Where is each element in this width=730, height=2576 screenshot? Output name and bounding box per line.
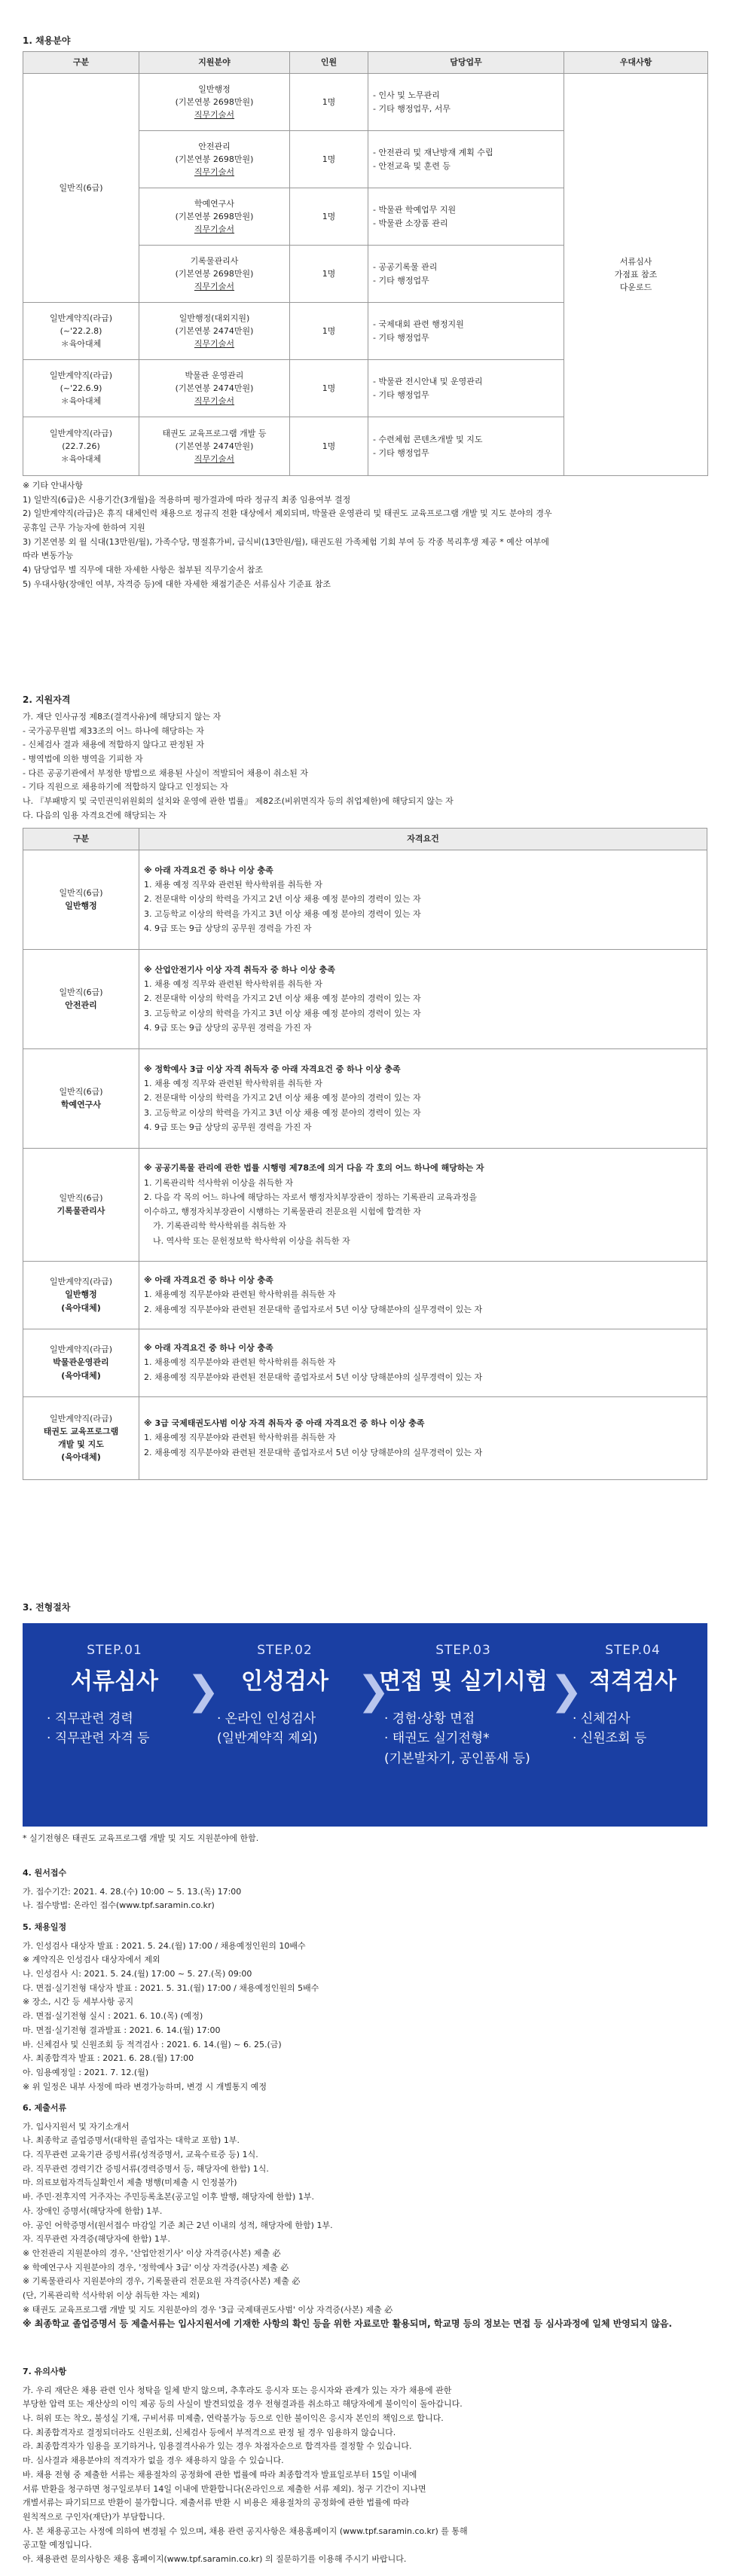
list-item: 다. 직무관련 교육기관 증빙서류(성적증명서, 교육수료증 등) 1식. — [23, 2150, 258, 2160]
field-note: (육아대체) — [61, 1302, 101, 1313]
list-item: 바. 신체검사 및 신원조회 등 적격검사 : 2021. 6. 14.(월) ~ 6. 25.(금) — [23, 2039, 282, 2050]
requirement-item: 2. 전문대학 이상의 학력을 가지고 2년 이상 채용 예정 분야의 경력이 있는 자 — [144, 993, 421, 1004]
requirement-item: 2. 다음 각 목의 어느 하나에 해당하는 자로서 행정자치부장관이 정하는 기록관리 교육과정을 — [144, 1192, 478, 1202]
duties-cell — [368, 131, 564, 188]
field-label: 일반행정 — [65, 901, 97, 911]
field-label: 일반행정 — [65, 1290, 97, 1300]
list-item: 개별서류는 파기되므로 반환이 불가합니다. 제출서류 반환 시 비용은 채용절차의 공정화에 관한 법률에 따라 — [23, 2498, 409, 2508]
salary: (기본연봉 2698만원) — [175, 211, 254, 221]
note-line: 4) 담당업무 별 직무에 대한 자세한 사항은 첨부된 직무기술서 참조 — [23, 565, 264, 575]
field-name: 안전관리 — [198, 141, 231, 151]
list-item: 아. 채용관련 문의사항은 채용 홈페이지(www.tpf.saramin.co.kr) 의 질문하기를 이용해 주시기 바랍니다. — [23, 2553, 407, 2564]
step-label: STEP.04 — [605, 1643, 661, 1658]
field-label: 박물관운영관리 — [53, 1357, 109, 1368]
category-cell — [23, 949, 139, 1048]
category-note: ＊육아대체 — [60, 396, 102, 407]
list-item: ※ 위 일정은 내부 사정에 따라 변경가능하며, 변경 시 개별통지 예정 — [23, 2081, 267, 2092]
list-item: 공고할 예정입니다. — [23, 2540, 93, 2550]
duties-cell — [368, 74, 564, 131]
category-cell — [23, 1048, 139, 1148]
header-category: 구분 — [23, 828, 139, 850]
table-row — [23, 1048, 707, 1148]
list-item: 마. 의료보험자격득실확인서 제출 병행(미제출 시 인정불가) — [23, 2178, 237, 2188]
requirement-head: ※ 산업안전기사 이상 자격 취득자 중 하나 이상 충족 — [144, 964, 335, 975]
category-cell — [23, 1261, 139, 1329]
salary: (기본연봉 2474만원) — [175, 383, 254, 393]
list-item: 아. 임용예정일 : 2021. 7. 12.(월) — [23, 2067, 149, 2077]
category-label: 일반직(6급) — [59, 182, 103, 193]
list-item: - 병역법에 의한 병역을 기피한 자 — [23, 754, 143, 765]
field-label: 개발 및 지도 — [58, 1439, 104, 1449]
requirement-item: 2. 채용예정 직무분야와 관련된 전문대학 졸업자로서 5년 이상 당해분야의 실무경력이 있는 자 — [144, 1372, 483, 1382]
requirement-item: 1. 채용예정 직무분야와 관련된 학사학위를 취득한 자 — [144, 1290, 336, 1300]
list-item: 나. 최종학교 졸업증명서(대학원 졸업자는 대학교 포함) 1부. — [23, 2135, 240, 2146]
requirement-cell — [139, 850, 707, 949]
note-line: * 실기전형은 태권도 교육프로그램 개발 및 지도 지원분야에 한함. — [23, 1833, 259, 1843]
duty-item: - 기타 행정업무 — [373, 447, 429, 458]
field-name: 박물관 운영관리 — [185, 370, 244, 380]
table-row — [23, 1261, 707, 1329]
category-label: 일반직(6급) — [59, 1192, 103, 1203]
note-line: 3) 기본연봉 외 월 식대(13만원/월), 가족수당, 명절휴가비, 급식비(13만원/월), 태권도원 가족체험 기회 부여 등 각종 복리후생 제공 * 예산 여부에 — [23, 536, 549, 547]
category-period: (~'22.6.9) — [60, 383, 102, 393]
important-note: ※ 최종학교 졸업증명서 등 제출서류는 입사지원서에 기재한 사항의 확인 등을 위한 자료로만 활용되며, 학교명 등의 정보는 면접 등 심사과정에 일체 반영되지 않음. — [23, 2318, 673, 2330]
requirement-item: 2. 전문대학 이상의 학력을 가지고 2년 이상 채용 예정 분야의 경력이 있는 자 — [144, 894, 421, 905]
note-line: ※ 기타 안내사항 — [23, 481, 83, 490]
duty-item: - 박물관 전시안내 및 운영관리 — [373, 377, 483, 387]
section-title: 4. 원서접수 — [23, 1868, 67, 1878]
duty-item: - 안전관리 및 재난방재 계획 수립 — [373, 148, 493, 158]
note-line: 5) 우대사항(장애인 여부, 자격증 등)에 대한 자세한 채점기준은 서류심사 기준표 참조 — [23, 578, 331, 589]
step-detail: · 태권도 실기전형* — [384, 1731, 490, 1747]
table-row — [23, 949, 707, 1048]
requirement-head: ※ 아래 자격요건 중 하나 이상 충족 — [144, 865, 273, 875]
chevron-right-icon: ❯ — [357, 1668, 390, 1714]
duty-item: - 기타 행정업무 — [373, 275, 429, 285]
job-description-link[interactable]: 직무기술서 — [194, 224, 235, 235]
list-item: 라. 면접·실기전형 실시 : 2021. 6. 10.(목) (예정) — [23, 2011, 203, 2022]
requirement-cell — [139, 1396, 707, 1479]
step-detail: · 신원조회 등 — [573, 1731, 647, 1747]
section-title: 2. 지원자격 — [23, 694, 71, 705]
requirement-item: 2. 채용예정 직무분야와 관련된 전문대학 졸업자로서 5년 이상 당해분야의 실무경력이 있는 자 — [144, 1447, 483, 1457]
job-description-link[interactable]: 직무기술서 — [194, 167, 235, 178]
headcount: 1명 — [290, 188, 368, 246]
field-cell — [139, 74, 290, 131]
category-note: ＊육아대체 — [60, 339, 102, 349]
requirement-item: 1. 채용 예정 직무와 관련된 학사학위를 취득한 자 — [144, 979, 322, 990]
duty-item: - 공공기록물 관리 — [373, 262, 438, 273]
requirement-head: ※ 아래 자격요건 중 하나 이상 충족 — [144, 1275, 273, 1286]
category-label: 일반계약직(라급) — [50, 313, 112, 323]
requirement-item: 1. 기록관리학 석사학위 이상을 취득한 자 — [144, 1177, 293, 1188]
requirement-item: 3. 고등학교 이상의 학력을 가지고 3년 이상 채용 예정 분야의 경력이 있는 자 — [144, 908, 421, 919]
duty-item: - 박물관 소장품 관리 — [373, 218, 448, 228]
table-row — [23, 74, 708, 131]
section-selection-process — [23, 1601, 707, 1618]
list-item: 나. 허위 또는 착오, 불성실 기재, 구비서류 미제출, 연락불가능 등으로 인한 불이익은 응시자 본인의 책임으로 합니다. — [23, 2413, 444, 2424]
duty-item: - 기타 행정업무, 서무 — [373, 103, 451, 114]
chevron-right-icon: ❯ — [550, 1668, 583, 1714]
step-detail: (일반계약직 제외) — [217, 1731, 318, 1747]
list-item: 사. 최종합격자 발표 : 2021. 6. 28.(월) 17:00 — [23, 2053, 194, 2064]
category-label: 일반계약직(라급) — [50, 1277, 112, 1287]
field-cell — [139, 303, 290, 360]
requirement-item: 1. 채용 예정 직무와 관련된 학사학위를 취득한 자 — [144, 880, 322, 890]
header-field: 지원분야 — [139, 52, 290, 74]
requirement-cell — [139, 949, 707, 1048]
requirement-cell — [139, 1329, 707, 1396]
list-item: 가. 우리 재단은 채용 관련 인사 청탁을 일체 받지 않으며, 추후라도 응시자 또는 응시자와 관계가 있는 자가 채용에 관한 — [23, 2385, 452, 2395]
list-item: 가. 인성검사 대상자 발표 : 2021. 5. 24.(월) 17:00 / 채용예정인원의 10배수 — [23, 1940, 306, 1951]
category-cell — [23, 1329, 139, 1396]
job-description-link[interactable]: 직무기술서 — [194, 454, 235, 465]
category-label: 일반계약직(라급) — [50, 428, 112, 438]
list-item: 자. 직무관련 자격증(해당자에 한함) 1부. — [23, 2234, 170, 2245]
table-header-row — [23, 828, 707, 850]
list-item: 사. 본 채용공고는 사정에 의하여 변경될 수 있으며, 채용 관련 공지사항은 채용홈페이지 (www.tpf.saramin.co.kr) 를 통해 — [23, 2526, 468, 2536]
field-cell — [139, 360, 290, 417]
list-item: 사. 장애인 증명서(해당자에 한함) 1부. — [23, 2205, 163, 2216]
step-label: STEP.01 — [87, 1643, 142, 1658]
requirement-item: 나. 역사학 또는 문헌정보학 학사학위 이상을 취득한 자 — [153, 1235, 350, 1246]
list-item: 마. 심사결과 채용분야의 적격자가 없을 경우 채용하지 않을 수 있습니다. — [23, 2455, 284, 2466]
list-item: 다. 최종합격자로 결정되더라도 신원조회, 신체검사 등에서 부적격으로 판정 될 경우 임용하지 않습니다. — [23, 2427, 396, 2437]
headcount: 1명 — [290, 246, 368, 303]
field-name: 일반행정 — [198, 84, 231, 94]
header-requirements: 자격요건 — [139, 828, 707, 850]
step-4 — [565, 1643, 701, 1749]
list-item: 원칙적으로 구인자(재단)가 부담합니다. — [23, 2511, 166, 2522]
field-note: (육아대체) — [61, 1452, 101, 1463]
list-item: 다. 다음의 임용 자격요건에 해당되는 자 — [23, 810, 166, 820]
requirement-item: 3. 고등학교 이상의 학력을 가지고 3년 이상 채용 예정 분야의 경력이 있는 자 — [144, 1107, 421, 1118]
list-item: 아. 공인 어학증명서(원서접수 마감일 기준 최근 2년 이내의 성적, 해당자에 한함) 1부. — [23, 2220, 333, 2230]
category-label: 일반직(6급) — [59, 1086, 103, 1097]
headcount: 1명 — [290, 74, 368, 131]
salary: (기본연봉 2698만원) — [175, 268, 254, 279]
list-item: ※ 계약직은 인성검사 대상자에서 제외 — [23, 1955, 160, 1965]
salary: (기본연봉 2474만원) — [175, 441, 254, 451]
step-detail: · 직무관련 자격 등 — [47, 1731, 150, 1747]
step-name: 면접 및 실기시험 — [379, 1668, 548, 1695]
section-recruit-fields — [23, 34, 707, 592]
duties-cell — [368, 360, 564, 417]
preference-text: 가점표 참조 — [614, 269, 658, 279]
requirement-item: 4. 9급 또는 9급 상당의 공무원 경력을 가진 자 — [144, 1122, 312, 1132]
headcount: 1명 — [290, 360, 368, 417]
requirement-item: 2. 전문대학 이상의 학력을 가지고 2년 이상 채용 예정 분야의 경력이 있는 자 — [144, 1093, 421, 1103]
field-name: 학예연구사 — [194, 198, 235, 209]
list-item: - 다른 공공기관에서 부정한 방법으로 채용된 사실이 적발되어 채용이 취소된 자 — [23, 768, 308, 778]
field-cell — [139, 246, 290, 303]
step-name: 서류심사 — [71, 1668, 158, 1695]
list-item: 바. 주민·전후지역 거주자는 주민등록초본(공고일 이후 발행, 해당자에 한함) 1부. — [23, 2192, 314, 2202]
list-item: ※ 장소, 시간 등 세부사항 공지 — [23, 1997, 134, 2007]
job-description-link[interactable]: 직무기술서 — [194, 110, 235, 121]
section-title: 1. 채용분야 — [23, 35, 71, 46]
category-cell — [23, 417, 139, 476]
list-item: 가. 입사지원서 및 자기소개서 — [23, 2121, 130, 2132]
list-item: ※ 학예연구사 지원분야의 경우, '정학예사 3급' 이상 자격증(사본) 제출 必 — [23, 2262, 289, 2272]
section-schedule — [23, 1921, 707, 2094]
field-name: 태권도 교육프로그램 개발 등 — [162, 428, 267, 438]
list-item: 나. 인성검사 시: 2021. 5. 24.(월) 17:00 ~ 5. 27.(목) 09:00 — [23, 1969, 252, 1979]
category-note: ＊육아대체 — [60, 454, 102, 465]
requirement-head: ※ 아래 자격요건 중 하나 이상 충족 — [144, 1343, 273, 1354]
header-count: 인원 — [290, 52, 368, 74]
category-label: 일반직(6급) — [59, 887, 103, 898]
step-detail: · 신체검사 — [573, 1711, 631, 1726]
requirement-item: 2. 채용예정 직무분야와 관련된 전문대학 졸업자로서 5년 이상 당해분야의 실무경력이 있는 자 — [144, 1304, 483, 1314]
field-note: (육아대체) — [61, 1370, 101, 1381]
requirement-item: 이수하고, 행정자치부장관이 시행하는 기록물관리 전문요원 시험에 합격한 자 — [144, 1207, 422, 1216]
table-row — [23, 1396, 707, 1479]
table-row — [23, 1148, 707, 1261]
table-header-row — [23, 52, 708, 74]
duty-item: - 박물관 학예업무 지원 — [373, 205, 457, 215]
list-item: ※ 기록물관리사 지원분야의 경우, 기록물관리 전문요원 자격증(사본) 제출 必 — [23, 2276, 301, 2287]
field-cell — [139, 131, 290, 188]
requirement-head: ※ 3급 국제태권도사범 이상 자격 취득자 중 아래 자격요건 중 하나 이상 충족 — [144, 1418, 425, 1429]
section-title: 7. 유의사항 — [23, 2367, 67, 2376]
list-item: 가. 접수기간: 2021. 4. 28.(수) 10:00 ~ 5. 13.(목) 17:00 — [23, 1886, 242, 1897]
field-cell — [139, 188, 290, 246]
note-line: 2) 일반계약직(라급)은 휴직 대체인력 채용으로 정규직 전환 대상에서 제외되며, 박물관 운영관리 및 태권도 교육프로그램 개발 및 지도 분야의 경우 — [23, 508, 552, 519]
list-item: - 신체검사 결과 채용에 적합하지 않다고 판정된 자 — [23, 740, 204, 750]
field-label: 기록물관리사 — [57, 1206, 105, 1216]
list-item: 라. 최종합격자가 임용을 포기하거나, 임용결격사유가 있는 경우 차점자순으로 합격자를 결정할 수 있습니다. — [23, 2441, 412, 2452]
list-item: 서류 반환을 청구하면 청구일로부터 14일 이내에 반환합니다(온라인으로 제출한 서류 제외). 청구 기간이 지나면 — [23, 2483, 426, 2494]
step-2 — [209, 1643, 360, 1749]
category-cell — [23, 1148, 139, 1261]
disqualification-list — [23, 710, 707, 823]
category-cell — [23, 1396, 139, 1479]
table-row — [23, 1329, 707, 1396]
job-description-link[interactable]: 직무기술서 — [194, 339, 235, 349]
duty-item: - 기타 행정업무 — [373, 389, 429, 400]
field-label: 태권도 교육프로그램 — [43, 1426, 119, 1436]
step-name: 적격검사 — [589, 1668, 677, 1695]
section-application — [23, 1866, 707, 1913]
salary: (기본연봉 2698만원) — [175, 96, 254, 107]
salary: (기본연봉 2698만원) — [175, 154, 254, 164]
field-label: 학예연구사 — [60, 1100, 102, 1109]
headcount: 1명 — [290, 417, 368, 476]
section-qualifications — [23, 693, 707, 1480]
duty-item: - 국제대회 관련 행정지원 — [373, 319, 464, 330]
category-cell — [23, 360, 139, 417]
duty-item: - 안전교육 및 훈련 등 — [373, 160, 451, 171]
salary: (기본연봉 2474만원) — [175, 325, 254, 336]
field-name: 기록물관리사 — [190, 255, 239, 266]
section-precautions — [23, 2365, 707, 2567]
list-item: ※ 안전관리 지원분야의 경우, '산업안전기사' 이상 자격증(사본) 제출 必 — [23, 2248, 281, 2258]
step-detail: · 온라인 인성검사 — [217, 1711, 316, 1726]
field-label: 안전관리 — [65, 1000, 97, 1010]
header-duties: 담당업무 — [368, 52, 564, 74]
headcount: 1명 — [290, 303, 368, 360]
step-3 — [377, 1643, 550, 1769]
field-name: 일반행정(대외지원) — [179, 313, 250, 323]
job-description-link[interactable]: 직무기술서 — [194, 282, 235, 292]
note-line: 1) 일반직(6급)은 시용기간(3개월)을 적용하며 평가결과에 따라 정규직 최종 임용여부 결정 — [23, 494, 351, 505]
duty-item: - 수련체험 콘텐츠개발 및 지도 — [373, 435, 483, 445]
header-category: 구분 — [23, 52, 139, 74]
list-item: 마. 면접·실기전형 결과발표 : 2021. 6. 14.(월) 17:00 — [23, 2025, 221, 2035]
section-documents — [23, 2101, 707, 2332]
category-period: (22.7.26) — [62, 441, 100, 451]
duty-item: - 기타 행정업무 — [373, 332, 429, 343]
download-link[interactable]: 다운로드 — [619, 282, 652, 293]
list-item: ※ 태권도 교육프로그램 개발 및 지도 지원분야의 경우 '3급 국제태권도사범' 이상 자격증(사본) 제출 必 — [23, 2304, 393, 2315]
list-item: 가. 재단 인사규정 제8조(결격사유)에 해당되지 않는 자 — [23, 712, 221, 722]
category-period: (~'22.2.8) — [60, 325, 102, 336]
notes-list — [23, 479, 707, 592]
category-cell — [23, 303, 139, 360]
step-1 — [39, 1643, 190, 1749]
requirement-item: 가. 기록관리학 학사학위를 취득한 자 — [153, 1221, 286, 1232]
requirement-cell — [139, 1048, 707, 1148]
requirement-item: 1. 채용예정 직무분야와 관련된 학사학위를 취득한 자 — [144, 1433, 336, 1443]
step-detail: · 직무관련 경력 — [47, 1711, 133, 1726]
recruit-fields-table — [23, 51, 708, 476]
category-label: 일반계약직(라급) — [50, 1344, 112, 1355]
duties-cell — [368, 417, 564, 476]
category-cell — [23, 850, 139, 949]
field-cell — [139, 417, 290, 476]
requirement-cell — [139, 1148, 707, 1261]
section-title: 3. 전형절차 — [23, 1602, 71, 1613]
job-description-link[interactable]: 직무기술서 — [194, 396, 235, 407]
category-label: 일반계약직(라급) — [50, 370, 112, 380]
requirement-item: 4. 9급 또는 9급 상당의 공무원 경력을 가진 자 — [144, 923, 312, 933]
requirement-item: 1. 채용예정 직무분야와 관련된 학사학위를 취득한 자 — [144, 1357, 336, 1368]
list-item: 나. 『부패방지 및 국민권익위원회의 설치와 운영에 관한 법률』 제82조(비위면직자 등의 취업제한)에 해당되지 않는 자 — [23, 796, 454, 807]
header-preference: 우대사항 — [564, 52, 708, 74]
section-title: 5. 채용일정 — [23, 1922, 67, 1932]
duties-cell — [368, 188, 564, 246]
duty-item: - 인사 및 노무관리 — [373, 90, 440, 101]
step-label: STEP.02 — [257, 1643, 313, 1658]
note-line: 공휴일 근무 가능자에 한하여 지원 — [23, 523, 145, 533]
duties-cell — [368, 303, 564, 360]
requirement-cell — [139, 1261, 707, 1329]
list-item: 부당한 압력 또는 재산상의 이익 제공 등의 사실이 발견되었을 경우 전형결과를 취소하고 해당자에게 불이익이 돌아갑니다. — [23, 2399, 463, 2410]
requirement-item: 3. 고등학교 이상의 학력을 가지고 3년 이상 채용 예정 분야의 경력이 있는 자 — [144, 1008, 421, 1018]
list-item: (단, 기록관리학 석사학위 이상 취득한 자는 제외) — [23, 2290, 200, 2300]
duties-cell — [368, 246, 564, 303]
list-item: 다. 면접·실기전형 대상자 발표 : 2021. 5. 31.(월) 17:00 / 채용예정인원의 5배수 — [23, 1982, 319, 1993]
category-label: 일반직(6급) — [59, 987, 103, 997]
process-note — [23, 1832, 707, 1844]
step-label: STEP.03 — [435, 1643, 491, 1658]
preference-text: 서류심사 — [619, 256, 652, 267]
qualifications-table — [23, 828, 707, 1480]
list-item: 라. 직무관련 경력기간 증빙서류(경력증명서 등, 해당자에 한함) 1식. — [23, 2163, 269, 2174]
step-detail: (기본발차기, 공인품새 등) — [384, 1750, 530, 1766]
requirement-item: 4. 9급 또는 9급 상당의 공무원 경력을 가진 자 — [144, 1022, 312, 1033]
process-steps-banner — [23, 1623, 707, 1827]
preference-cell — [564, 74, 708, 476]
list-item: - 국가공무원법 제33조의 어느 하나에 해당하는 자 — [23, 725, 204, 736]
table-row — [23, 850, 707, 949]
requirement-head: ※ 정학예사 3급 이상 자격 취득자 중 아래 자격요건 중 하나 이상 충족 — [144, 1064, 401, 1074]
category-label: 일반계약직(라급) — [50, 1413, 112, 1424]
category-cell — [23, 74, 139, 303]
requirement-item: 1. 채용 예정 직무와 관련된 학사학위를 취득한 자 — [144, 1079, 322, 1089]
step-detail: · 경험·상황 면접 — [384, 1711, 475, 1726]
list-item: 바. 채용 전형 중 제출한 서류는 채용절차의 공정화에 관한 법률에 따라 최종합격자 발표일로부터 15일 이내에 — [23, 2469, 417, 2480]
requirement-head: ※ 공공기록물 관리에 관한 법률 시행령 제78조에 의거 다음 각 호의 어느 하나에 해당하는 자 — [144, 1163, 484, 1174]
list-item: 나. 접수방법: 온라인 접수(www.tpf.saramin.co.kr) — [23, 1900, 215, 1911]
section-title: 6. 제출서류 — [23, 2103, 67, 2113]
step-name: 인성검사 — [241, 1668, 328, 1695]
note-line: 따라 변동가능 — [23, 551, 74, 561]
chevron-right-icon: ❯ — [187, 1668, 220, 1714]
headcount: 1명 — [290, 131, 368, 188]
list-item: - 기타 직원으로 채용하기에 적합하지 않다고 인정되는 자 — [23, 782, 228, 792]
